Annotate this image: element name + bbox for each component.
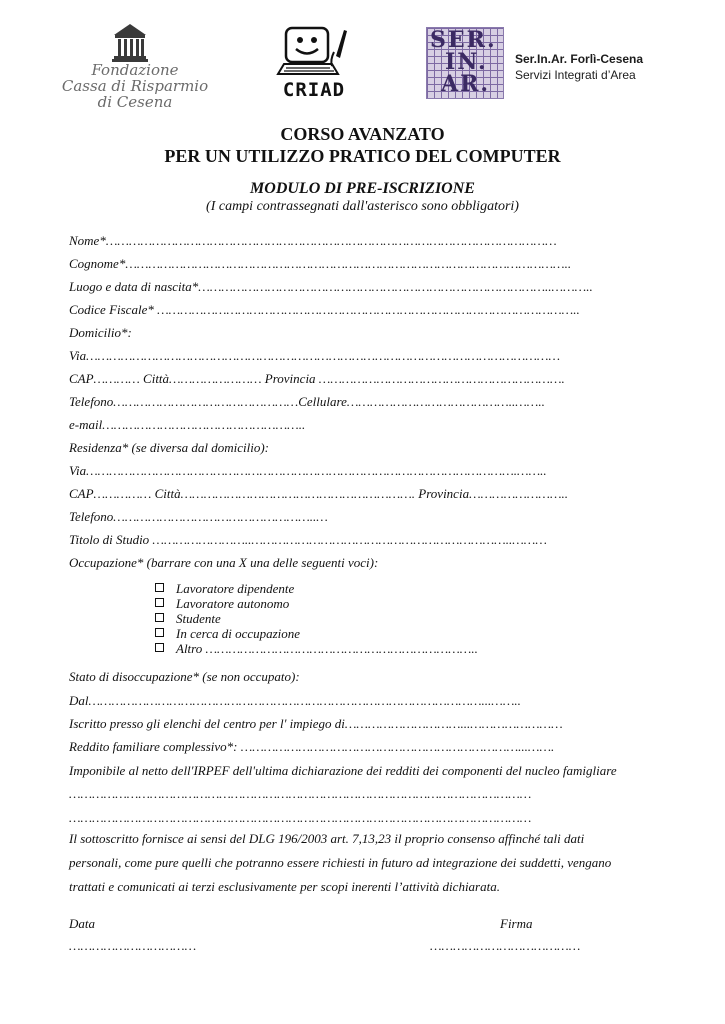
building-icon [112, 22, 148, 62]
signature-field[interactable]: ………………………………… [430, 938, 581, 953]
section-occupazione: Occupazione* (barrare con una X una delle seguenti voci): [69, 555, 379, 570]
field-cognome[interactable]: Cognome*…………………………………………………………………………………………………….. [69, 256, 572, 271]
field-residenza-via[interactable]: Via………………………………………………………………………………………………….…….. [69, 463, 547, 478]
label-imponibile-irpef: Imponibile al netto dell'IRPEF dell'ultima dichiarazione dei redditi dei componenti del nucleo famigliare [69, 763, 617, 778]
checkbox-icon[interactable] [155, 583, 164, 592]
course-title-line1: CORSO AVANZATO [280, 124, 445, 144]
field-telefono-cellulare[interactable]: Telefono…………………………………………Cellulare……………………………………..…….. [69, 394, 545, 409]
field-imponibile-line1[interactable]: ………………………………………………………………………………………………………… [69, 786, 532, 801]
section-domicilio: Domicilio*: [69, 325, 132, 340]
option-studente[interactable]: Studente [155, 611, 221, 626]
option-in-cerca-di-occupazione[interactable]: In cerca di occupazione [155, 626, 300, 641]
field-residenza-telefono[interactable]: Telefono……………………………………………..… [69, 509, 328, 524]
checkbox-icon[interactable] [155, 613, 164, 622]
field-luogo-data-nascita[interactable]: Luogo e data di nascita*………………………………………………………………………………..……….. [69, 279, 593, 294]
option-lavoratore-dipendente[interactable]: Lavoratore dipendente [155, 581, 294, 596]
signature-label: Firma [500, 916, 533, 931]
organization-subtitle: Servizi Integrati d’Area [515, 68, 636, 82]
field-nome[interactable]: Nome*……………………………………………………………………………………………………… [69, 233, 557, 248]
section-stato-disoccupazione: Stato di disoccupazione* (se non occupato): [69, 669, 300, 684]
date-field[interactable]: …………………………… [69, 938, 197, 953]
date-label: Data [69, 916, 95, 931]
field-domicilio-cap-citta-provincia[interactable]: CAP………… Città…………………… Provincia ………………………………………………………. [69, 371, 565, 386]
field-residenza-cap-citta-provincia[interactable]: CAP…………… Città……………………………………………………. Provincia…………………….. [69, 486, 569, 501]
option-altro[interactable]: Altro …………………………………………………………….. [155, 641, 478, 656]
section-residenza: Residenza* (se diversa dal domicilio): [69, 440, 270, 455]
checkbox-icon[interactable] [155, 628, 164, 637]
mandatory-note: (I campi contrassegnati dall'asterisco sono obbligatori) [206, 199, 519, 214]
criad-logo [272, 22, 354, 102]
option-lavoratore-autonomo[interactable]: Lavoratore autonomo [155, 596, 289, 611]
organization-name: Ser.In.Ar. Forlì-Cesena [515, 52, 644, 66]
organization-block [515, 52, 643, 82]
criad-wordmark: CRIAD [282, 79, 346, 101]
fondazione-logo-text: Fondazione Cassa di Risparmio di Cesena [61, 61, 209, 111]
field-titolo-di-studio[interactable]: Titolo di Studio ……………………..…………………………………………………………..……… [69, 532, 547, 547]
checkbox-icon[interactable] [155, 643, 164, 652]
field-email[interactable]: e-mail…………………………………………….. [69, 417, 306, 432]
privacy-consent-text: Il sottoscritto fornisce ai sensi del DLG 196/2003 art. 7,13,23 il proprio consenso affinché tali dati personali, come pure quelli che potranno essere richiesti in futuro ad integrazione dei suddetti, vengano trattati e comunicati ai terzi esclusivamente per scopi inerenti l’attività dichiarata. [69, 831, 612, 894]
field-codice-fiscale[interactable]: Codice Fiscale* ……………………………………………………………………………………………….. [69, 302, 580, 317]
field-domicilio-via[interactable]: Via…………………………………………………………………………………………………………… [69, 348, 561, 363]
field-imponibile-line2[interactable]: ………………………………………………………………………………………………………… [69, 810, 532, 825]
form-title: MODULO DI PRE-ISCRIZIONE [250, 180, 475, 197]
field-iscritto-centro-impiego[interactable]: Iscritto presso gli elenchi del centro per l' impiego di…………………………...…………………… [69, 716, 563, 731]
field-dal[interactable]: Dal…………………………………………………………………………………………...…….. [69, 693, 521, 708]
field-reddito-familiare[interactable]: Reddito familiare complessivo*: ………………………………………………………………...……. [69, 739, 555, 754]
computer-smiley-icon [272, 22, 354, 80]
course-title-line2: PER UN UTILIZZO PRATICO DEL COMPUTER [164, 146, 561, 166]
checkbox-icon[interactable] [155, 598, 164, 607]
fondazione-logo [60, 22, 210, 122]
serinar-logo: SER. IN. AR. [426, 27, 504, 99]
